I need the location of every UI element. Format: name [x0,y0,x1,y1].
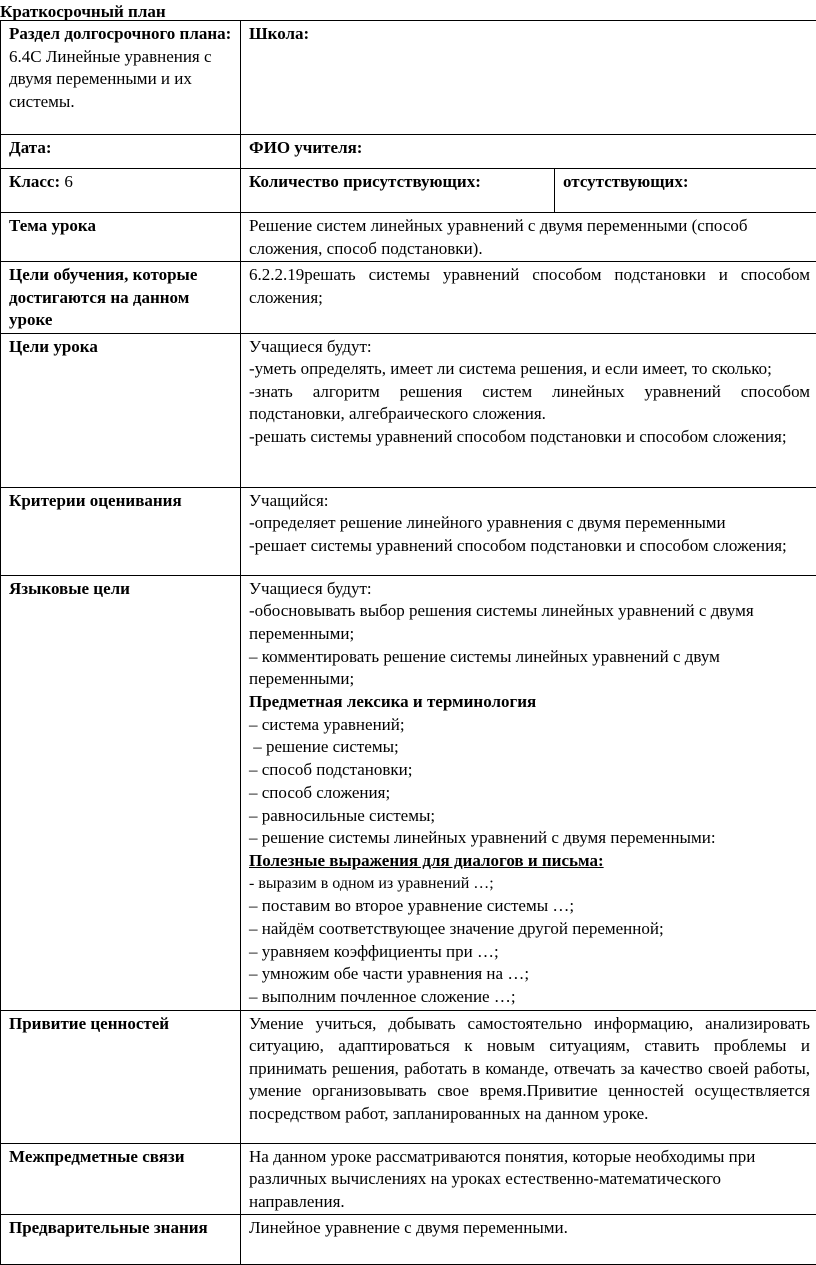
prior-value: Линейное уравнение с двумя переменными. [241,1215,816,1265]
vocab-item: – решение системы; [249,736,810,759]
topic-value: Решение систем линейных уравнений с двумя переменными (способ сложения, способ подстановки). [241,213,816,262]
language-value [241,575,816,1010]
section-cell [1,21,241,135]
teacher-cell [241,135,816,169]
absent-label: отсутствующих: [563,172,689,191]
present-label: Количество присутствующих: [249,172,481,191]
vocab-heading: Предметная лексика и терминология [249,691,810,714]
goals-line: -решать системы уравнений способом подстановки и способом сложения; [249,426,810,449]
date-label: Дата: [9,138,51,157]
language-intro-line: -обосновывать выбор решения системы линейных уравнений с двумя переменными; [249,600,810,645]
vocab-item: – система уравнений; [249,714,810,737]
school-cell [241,21,816,135]
values-value: Умение учиться, добывать самостоятельно информацию, анализировать ситуацию, адаптироваться к новым ситуациям, ставить проблемы и принимать решения, работать в команде, отвечать за качество своей работы, умение организовывать свое время.Привитие ценностей осуществляется посредством работ, запланированных на данном уроке. [241,1010,816,1143]
topic-label: Тема урока [1,213,241,262]
criteria-value [241,487,816,575]
section-row [1,21,816,135]
criteria-line: -решает системы уравнений способом подстановки и способом сложения; [249,535,810,558]
phrase-item: - выразим в одном из уравнений …; [249,873,810,896]
class-cell [1,169,241,213]
topic-row [1,213,816,262]
language-intro-line: – комментировать решение системы линейных уравнений с двум переменными; [249,646,810,691]
vocab-item: – решение системы линейных уравнений с двумя переменными: [249,827,810,850]
date-row [1,135,816,169]
present-cell [241,169,555,213]
goals-line: -знать алгоритм решения систем линейных уравнений способом подстановки, алгебраического сложения. [249,381,810,426]
date-cell [1,135,241,169]
goals-line: Учащиеся будут: [249,336,810,359]
vocab-item: – способ сложения; [249,782,810,805]
teacher-label: ФИО учителя: [249,138,362,157]
prior-row [1,1215,816,1265]
absent-cell [555,169,816,213]
phrase-item: – поставим во второе уравнение системы …; [249,895,810,918]
criteria-line: Учащийся: [249,490,810,513]
section-value: 6.4С Линейные уравнения с двумя переменными и их системы. [9,47,212,111]
objectives-row [1,262,816,334]
goals-value [241,333,816,487]
values-row [1,1010,816,1143]
phrase-item: – уравняем коэффициенты при …; [249,941,810,964]
phrases-heading: Полезные выражения для диалогов и письма: [249,850,810,873]
goals-label: Цели урока [1,333,241,487]
vocab-item: – способ подстановки; [249,759,810,782]
language-label: Языковые цели [1,575,241,1010]
school-label: Школа: [249,24,309,43]
class-value: 6 [60,172,73,191]
language-row [1,575,816,1010]
values-label: Привитие ценностей [1,1010,241,1143]
goals-row [1,333,816,487]
interdisciplinary-value: На данном уроке рассматриваются понятия, которые необходимы при различных вычислениях на уроках естественно-математического направления. [241,1143,816,1215]
document-title: Краткосрочный план [0,2,166,22]
phrase-item: – умножим обе части уравнения на …; [249,963,810,986]
criteria-line: -определяет решение линейного уравнения с двумя переменными [249,512,810,535]
lesson-plan-table [0,20,816,1265]
phrase-item: – выполним почленное сложение …; [249,986,810,1009]
prior-label: Предварительные знания [1,1215,241,1265]
criteria-label: Критерии оценивания [1,487,241,575]
phrase-item: – найдём соответствующее значение другой переменной; [249,918,810,941]
goals-line: -уметь определять, имеет ли система решения, и если имеет, то сколько; [249,358,810,381]
objectives-label: Цели обучения, которые достигаются на данном уроке [1,262,241,334]
interdisciplinary-row [1,1143,816,1215]
objectives-value: 6.2.2.19решать системы уравнений способом подстановки и способом сложения; [241,262,816,334]
class-row [1,169,816,213]
interdisciplinary-label: Межпредметные связи [1,1143,241,1215]
section-label: Раздел долгосрочного плана: [9,24,231,43]
language-intro-line: Учащиеся будут: [249,578,810,601]
vocab-item: – равносильные системы; [249,805,810,828]
criteria-row [1,487,816,575]
class-label: Класс: [9,172,60,191]
